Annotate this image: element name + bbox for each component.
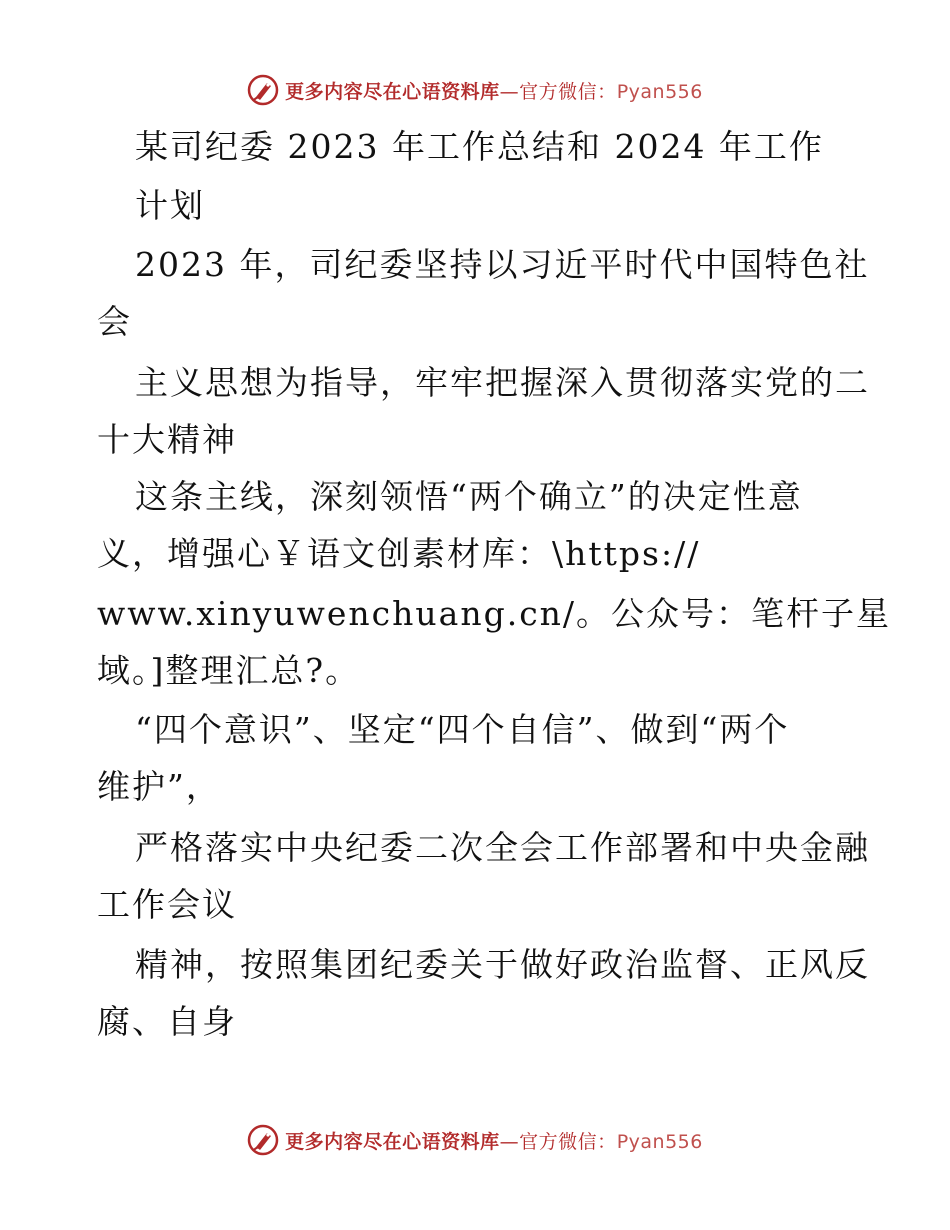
paragraph-line: 维护”， — [97, 767, 221, 806]
paragraph-line: 工作会议 — [97, 885, 237, 924]
paragraph-line: 十大精神 — [97, 420, 237, 459]
paragraph-line: 域。]整理汇总?。 — [97, 651, 361, 690]
paragraph-line: “四个意识”、坚定“四个自信”、做到“两个 — [135, 710, 790, 749]
banner-text — [285, 77, 703, 104]
pen-nib-logo-icon — [247, 1124, 279, 1156]
banner-text — [285, 1127, 703, 1154]
document-title-line-1: 某司纪委 2023 年工作总结和 2024 年工作 — [135, 127, 824, 166]
paragraph-line: 这条主线，深刻领悟“两个确立”的决定性意 — [135, 477, 803, 516]
banner-site-text: 更多内容尽在心语资料库 — [285, 80, 500, 103]
paragraph-line: 会 — [97, 302, 132, 341]
paragraph-line: 精神，按照集团纪委关于做好政治监督、正风反 — [135, 945, 870, 984]
banner-wechat-id: Pyan556 — [616, 80, 703, 103]
paragraph-line: 主义思想为指导，牢牢把握深入贯彻落实党的二 — [135, 363, 870, 402]
footer-banner — [0, 1120, 950, 1160]
banner-wechat-label: 官方微信： — [519, 80, 617, 103]
banner-dash: — — [499, 1130, 520, 1153]
banner-wechat-id: Pyan556 — [616, 1130, 703, 1153]
header-banner — [0, 70, 950, 110]
banner-dash: — — [499, 80, 520, 103]
paragraph-line: 严格落实中央纪委二次全会工作部署和中央金融 — [135, 828, 870, 867]
pen-nib-logo-icon — [247, 74, 279, 106]
paragraph-line: 2023 年，司纪委坚持以习近平时代中国特色社 — [135, 245, 870, 284]
banner-site-text: 更多内容尽在心语资料库 — [285, 1130, 500, 1153]
paragraph-line: 腐、自身 — [97, 1002, 237, 1041]
paragraph-line: www.xinyuwenchuang.cn/。公众号：笔杆子星 — [97, 594, 892, 633]
banner-wechat-label: 官方微信： — [519, 1130, 617, 1153]
paragraph-line: 义，增强心￥语文创素材库：\https:// — [97, 534, 701, 573]
document-title-line-2: 计划 — [135, 186, 205, 225]
